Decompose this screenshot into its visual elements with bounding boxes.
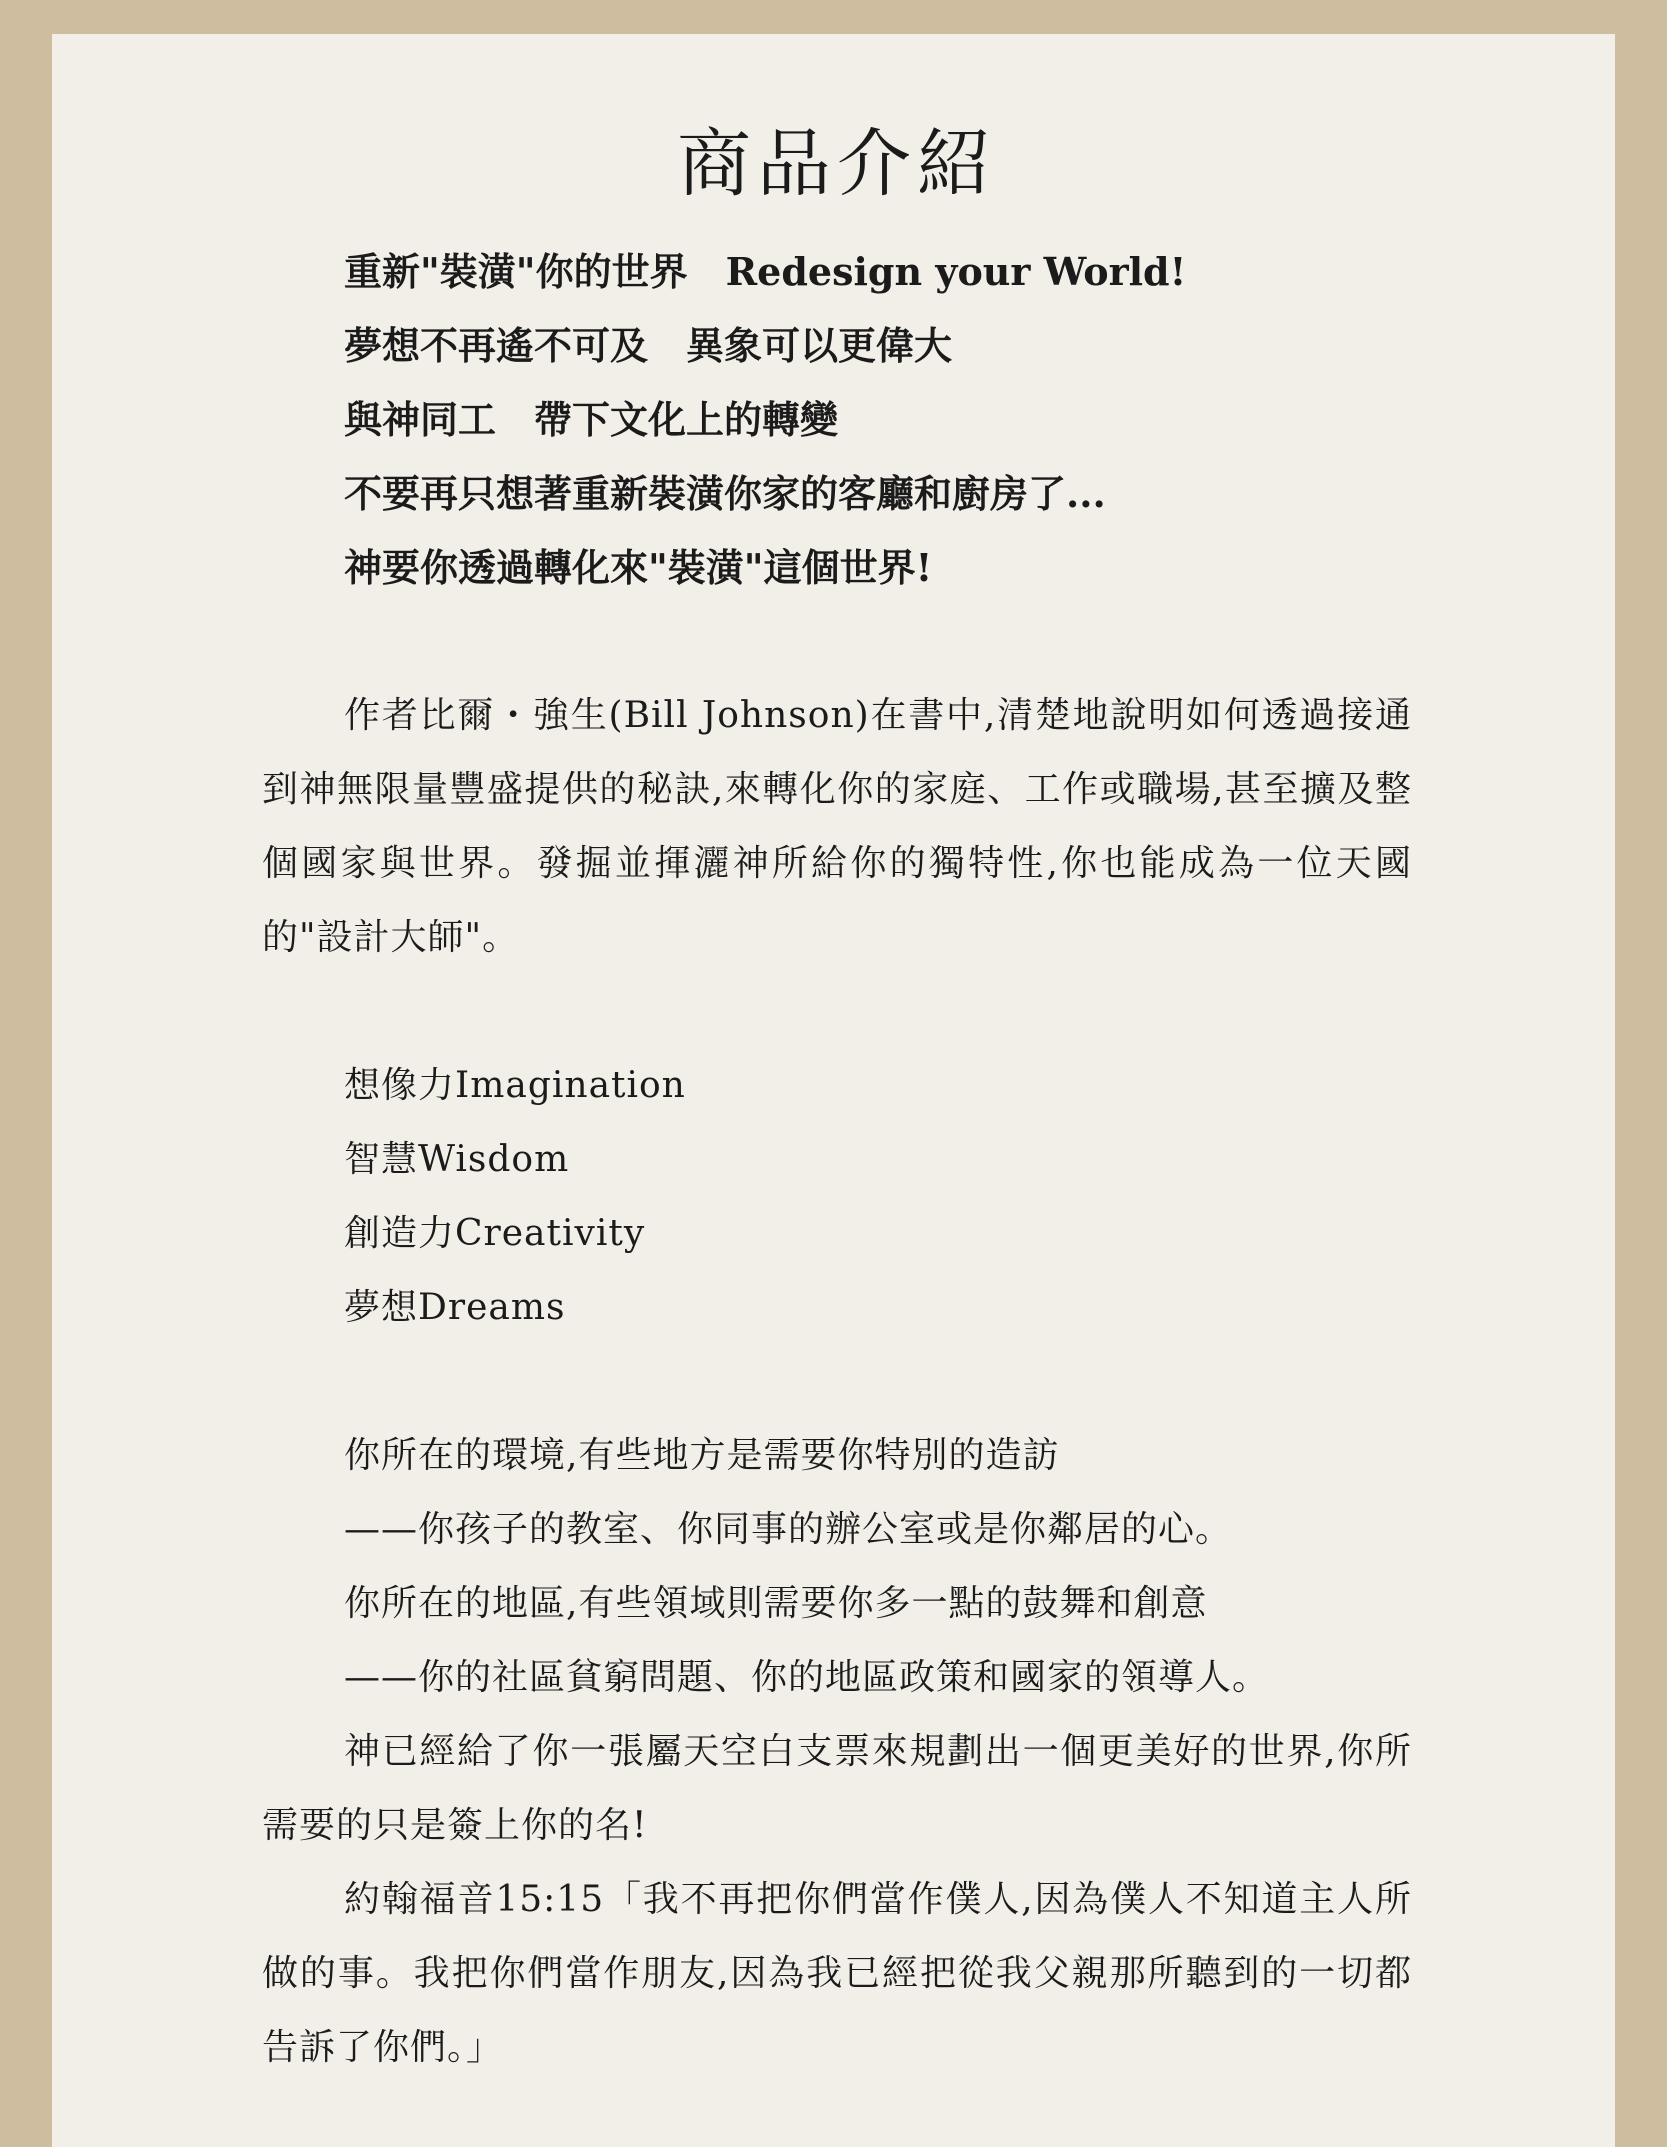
intro-line: 夢想不再遙不可及 異象可以更偉大 [344,322,953,368]
spacer [262,1345,1412,1419]
environment-line: 你所在的地區,有些領域則需要你多一點的鼓舞和創意 [344,1582,1208,1624]
keyword-list [262,1049,1412,1345]
keyword-item: 智慧Wisdom [344,1138,570,1180]
intro-line: 重新"裝潢"你的世界 Redesign your World! [344,248,1187,294]
environment-line: ——你的社區貧窮問題、你的地區政策和國家的領導人。 [344,1656,1270,1698]
body-text [262,605,1412,2085]
product-description-page [52,34,1615,2147]
keyword-item: 夢想Dreams [344,1286,566,1328]
spacer [262,975,1412,1049]
intro-line: 與神同工 帶下文化上的轉變 [344,396,839,442]
author-paragraph: 作者比爾・強生(Bill Johnson)在書中,清楚地說明如何透過接通到神無限量豐盛提供的秘訣,來轉化你的家庭、工作或職場,甚至擴及整個國家與世界。發掘並揮灑神所給你的獨特性,你也能成為一位天國的"設計大師"。 [262,694,1412,958]
keyword-item: 創造力Creativity [344,1212,646,1254]
spacer [262,605,1412,679]
keyword-item: 想像力Imagination [344,1064,686,1106]
intro-block [262,235,1412,605]
blank-cheque-paragraph: 神已經給了你一張屬天空白支票來規劃出一個更美好的世界,你所需要的只是簽上你的名! [262,1730,1412,1846]
content-column [262,34,1412,2085]
page-title: 商品介紹 [677,121,997,207]
environment-line: 你所在的環境,有些地方是需要你特別的造訪 [344,1434,1060,1476]
intro-line: 神要你透過轉化來"裝潢"這個世界! [344,544,933,590]
environment-line: ——你孩子的教室、你同事的辦公室或是你鄰居的心。 [344,1508,1233,1550]
bible-verse-paragraph: 約翰福音15:15「我不再把你們當作僕人,因為僕人不知道主人所做的事。我把你們當作朋友,因為我已經把從我父親那所聽到的一切都告訴了你們。」 [262,1878,1412,2068]
intro-line: 不要再只想著重新裝潢你家的客廳和廚房了... [344,470,1106,516]
